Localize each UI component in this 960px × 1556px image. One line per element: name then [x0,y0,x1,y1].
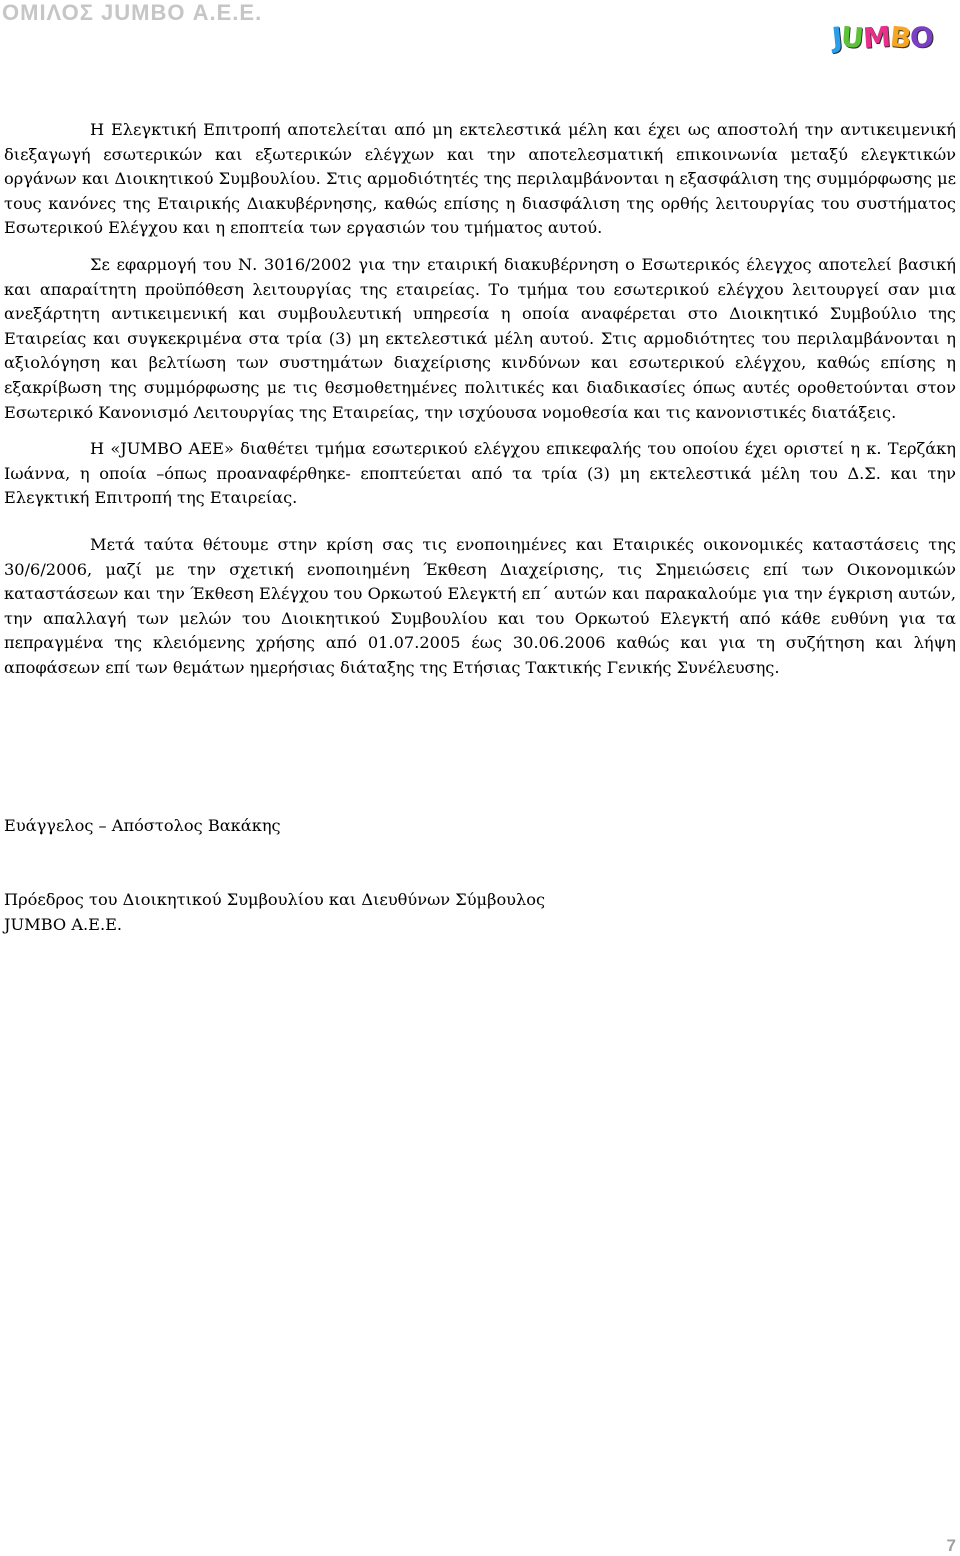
signatory-name: Ευάγγελος – Απόστολος Βακάκης [4,816,281,835]
paragraph-financial-statements: Μετά ταύτα θέτουμε στην κρίση σας τις ενοποιημένες και Εταιρικές οικονομικές καταστάσεις της 30/6/2006, μαζί με την σχετική ενοποιημένη Έκθεση Διαχείρισης, τις Σημειώσεις επί των Οικονομικών καταστάσεων και την Έκθεση Ελέγχου του Ορκωτού Ελεγκτή επ΄ αυτών και παρακαλούμε για την έγκριση αυτών, την απαλλαγή των μελών του Διοικητικού Συμβουλίου και του Ορκωτού Ελεγκτή από κάθε ευθύνη για τα πεπραγμένα της κλειόμενης χρήσης από 01.07.2005 έως 30.06.2006 καθώς και για τη συζήτηση και λήψη αποφάσεων επί των θεμάτων ημερήσιας διάταξης της Ετήσιας Τακτικής Γενικής Συνέλευσης. [4,534,956,677]
page-header [0,0,960,62]
signatory-title: Πρόεδρος του Διοικητικού Συμβουλίου και Διευθύνων Σύμβουλος [4,890,546,909]
logo-letter: M [862,19,892,55]
signatory-company: JUMBO Α.Ε.Ε. [4,914,123,934]
paragraph-internal-audit: Σε εφαρμογή του Ν. 3016/2002 για την εταιρική διακυβέρνηση ο Εσωτερικός έλεγχος αποτελεί βασική και απαραίτητη προϋπόθεση λειτουργίας της εταιρείας. Το τμήμα του εσωτερικού ελέγχου λειτουργεί σαν μια ανεξάρτητη αντικειμενική και συμβουλευτική υπηρεσία η οποία αναφέρεται στο Διοικητικό Συμβούλιο της Εταιρείας και συγκεκριμένα στα τρία (3) μη εκτελεστικά μέλη αυτού. Στις αρμοδιότητες του περιλαμβάνονται η αξιολόγηση και βελτίωση των συστημάτων διαχείρισης κινδύνων και εσωτερικού ελέγχου, καθώς επίσης η εξακρίβωση της συμμόρφωσης με τις θεσμοθετημένες πολιτικές και διαδικασίες όπως αυτές οροθετούνται στον Εσωτερικό Κανονισμό Λειτουργίας της Εταιρείας, την ισχύουσα νομοθεσία και τις κανονιστικές διατάξεις. [4,254,956,422]
page-number: 7 [946,1536,956,1555]
company-name: ΟΜΙΛΟΣ JUMBO Α.Ε.Ε. [2,0,263,25]
logo-letter: B [888,19,913,55]
paragraph-audit-committee: Η Ελεγκτική Επιτροπή αποτελείται από μη εκτελεστικά μέλη και έχει ως αποστολή την αντικειμενική διεξαγωγή εσωτερικών και εξωτερικών ελέγχων και την αποτελεσματική επικοινωνία μεταξύ ελεγκτικών οργάνων και Διοικητικού Συμβουλίου. Στις αρμοδιότητές της περιλαμβάνονται η εξασφάλιση της συμμόρφωσης με τους κανόνες της Εταιρικής Διακυβέρνησης, καθώς επίσης η διασφάλιση της ορθής λειτουργίας του συστήματος Εσωτερικού Ελέγχου και η εποπτεία των εργασιών του τμήματος αυτού. [4,120,956,238]
document-body [4,118,956,680]
signatory-block [4,888,956,937]
logo-letter: O [909,19,935,55]
logo-letter: U [840,19,865,55]
paragraph-audit-department: Η «JUMBO ΑΕΕ» διαθέτει τμήμα εσωτερικού ελέγχου επικεφαλής του οποίου έχει οριστεί η κ. Τερζάκη Ιωάννα, η οποία –όπως προαναφέρθηκε- εποπτεύεται από τα τρία (3) μη εκτελεστικά μέλη του Δ.Σ. και την Ελεγκτική Επιτροπή της Εταιρείας. [4,439,956,508]
jumbo-logo [830,19,935,55]
logo-letter: J [830,20,844,54]
